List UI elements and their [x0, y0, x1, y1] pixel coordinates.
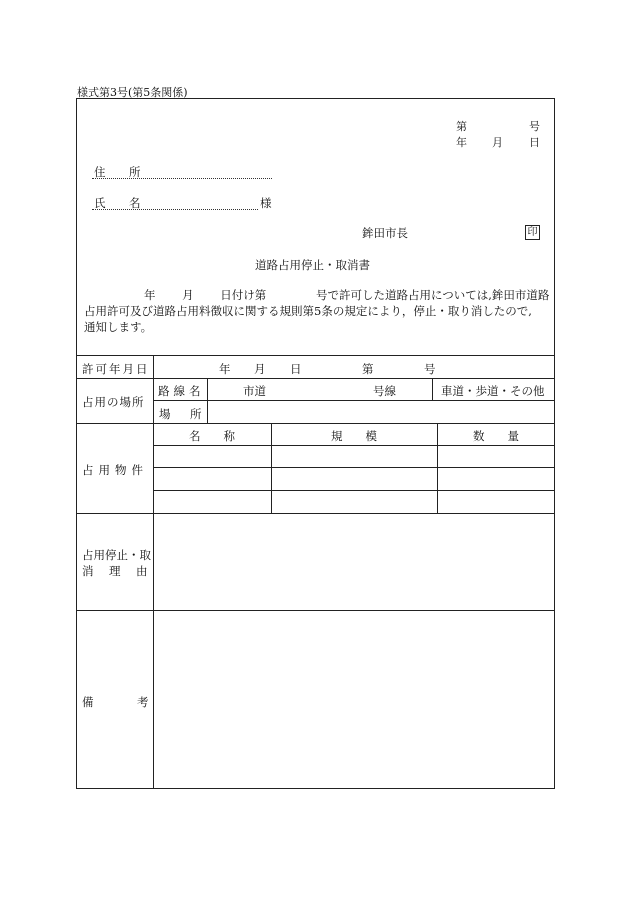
rule-after-permit — [76, 378, 555, 379]
route-type: 車道・歩道・その他 — [441, 384, 545, 398]
label-column-rule — [153, 355, 154, 789]
rule-items-header — [153, 445, 555, 446]
remarks-label-2: 考 — [137, 695, 149, 709]
seal-mark: 印 — [525, 225, 540, 240]
route-city: 市道 — [243, 384, 266, 398]
reason-label-line1: 占用停止・取 — [82, 548, 151, 562]
place-label-2: 所 — [190, 407, 202, 421]
route-type-rule — [432, 378, 433, 400]
rule-after-items — [76, 513, 555, 514]
rule-after-location — [76, 423, 555, 424]
items-col-quantity: 数 量 — [473, 429, 519, 443]
permit-no-prefix: 第 — [362, 362, 374, 376]
form-label: 様式第3号(第5条関係) — [77, 86, 188, 99]
number-suffix: 号 — [529, 120, 540, 133]
route-line: 号線 — [373, 384, 396, 398]
table-top-rule — [76, 355, 555, 356]
number-prefix: 第 — [456, 120, 467, 133]
reason-label-line2: 消 理 由 — [82, 564, 150, 578]
permit-year: 年 — [219, 362, 231, 376]
body-line-1: 年 月 日付け第 号で許可した道路占用については,鉾田市道路 — [144, 288, 550, 302]
body-line-3: 通知します。 — [84, 320, 153, 334]
address-label-2: 所 — [129, 165, 141, 179]
items-col-scale: 規 模 — [331, 429, 377, 443]
permit-date-label: 許可年月日 — [82, 362, 150, 376]
name-line — [92, 209, 258, 210]
place-label-1: 場 — [159, 407, 171, 421]
date-year: 年 — [456, 136, 467, 149]
route-label-rule — [207, 378, 208, 423]
rule-items-row1 — [153, 467, 555, 468]
name-label-1: 氏 — [94, 196, 106, 210]
document-title: 道路占用停止・取消書 — [255, 258, 370, 272]
permit-no-suffix: 号 — [424, 362, 436, 376]
items-label: 占用物件 — [82, 463, 148, 477]
rule-route-place — [153, 400, 555, 401]
items-col-name: 名 称 — [189, 429, 235, 443]
address-line — [92, 178, 272, 179]
permit-month: 月 — [254, 362, 266, 376]
body-line-2: 占用許可及び道路占用料徴収に関する規則第5条の規定により，停止・取り消したので, — [84, 304, 532, 318]
route-label: 路線名 — [158, 384, 205, 398]
date-month: 月 — [492, 136, 503, 149]
name-label-2: 名 — [129, 196, 141, 210]
honorific: 様 — [260, 196, 272, 210]
rule-items-row2 — [153, 490, 555, 491]
address-label-1: 住 — [94, 165, 106, 179]
date-day: 日 — [529, 136, 540, 149]
remarks-label-1: 備 — [82, 695, 94, 709]
rule-after-reason — [76, 610, 555, 611]
location-label: 占用の場所 — [82, 395, 145, 409]
issuer-title: 鉾田市長 — [362, 226, 408, 240]
permit-day: 日 — [290, 362, 302, 376]
